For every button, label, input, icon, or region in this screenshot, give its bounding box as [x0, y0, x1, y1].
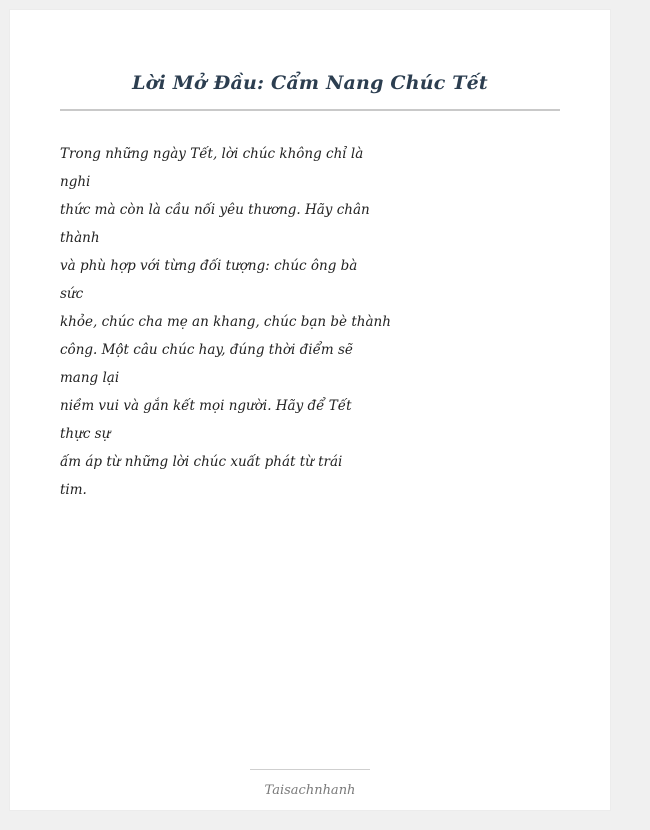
- footer-divider: [250, 769, 370, 770]
- text-line: nghi: [60, 174, 91, 190]
- text-line: khỏe, chúc cha mẹ an khang, chúc bạn bè thành: [60, 314, 391, 330]
- text-line: công. Một câu chúc hay, đúng thời điểm sẽ: [60, 342, 353, 358]
- text-line: thành: [60, 230, 100, 246]
- text-line: ấm áp từ những lời chúc xuất phát từ trái: [60, 454, 343, 470]
- document-page: [10, 10, 610, 810]
- text-line: niềm vui và gắn kết mọi người. Hãy để Tết: [60, 398, 352, 414]
- text-line: mang lại: [60, 370, 120, 386]
- title-divider: [60, 109, 560, 111]
- text-line: và phù hợp với từng đối tượng: chúc ông bà: [60, 258, 358, 274]
- text-line: Trong những ngày Tết, lời chúc không chỉ là: [60, 146, 364, 162]
- text-line: tim.: [60, 482, 87, 498]
- text-line: thức mà còn là cầu nối yêu thương. Hãy chân: [60, 202, 370, 218]
- text-line: sức: [60, 286, 84, 302]
- page-title: Lời Mở Đầu: Cẩm Nang Chúc Tết: [132, 72, 488, 94]
- body-text: [60, 140, 391, 504]
- text-line: thực sự: [60, 426, 111, 442]
- footer-brand: Taisachnhanh: [264, 783, 356, 798]
